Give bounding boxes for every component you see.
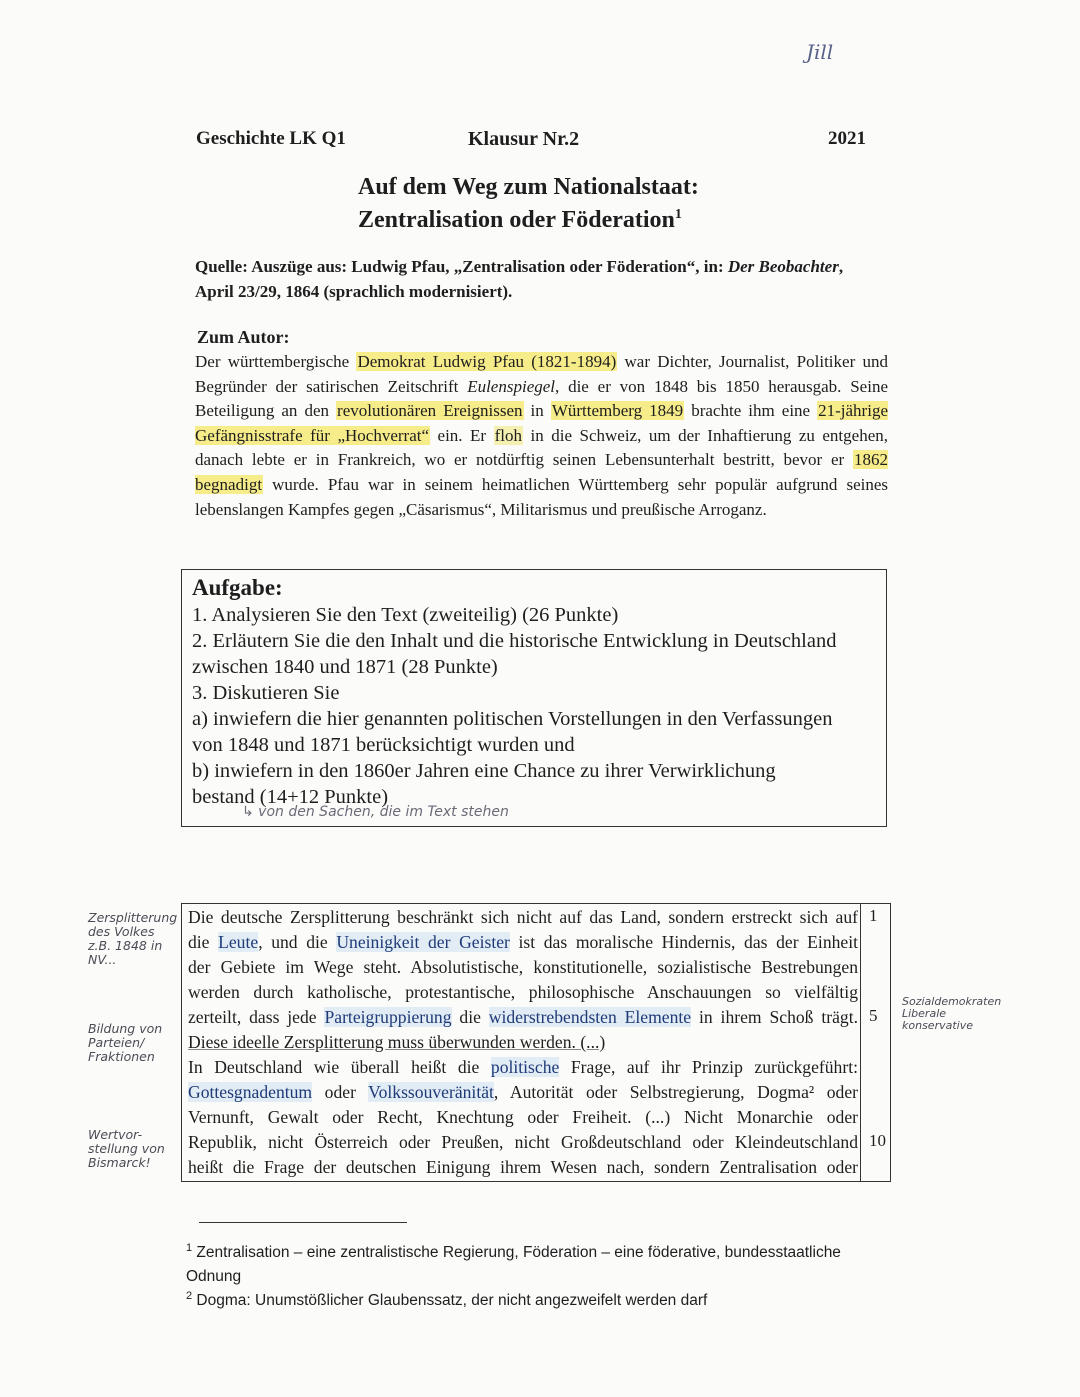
footnote-text: Zentralisation – eine zentralistische Regierung, Föderation – eine föderative, bundesstaatliche Odnung [186,1244,841,1286]
footnote-1 [186,1236,886,1289]
source-citation [195,254,845,304]
line-number: 5 [869,1006,878,1025]
text-line: Vernunft, Gewalt oder Recht, Knechtung oder Freiheit. (...) Nicht Monarchie oder [188,1107,858,1127]
author-text: in die Schweiz, um der Inhaftierung zu entgehen, danach lebte er in Frankreich, wo er notdürftig seinen Lebensunterhalt bestritt, bevor er [195,425,888,470]
author-text: , die er von 1848 bis 1850 herausgab. Seine Beteiligung an den [195,376,888,421]
title-line-2-text: Zentralisation oder Föderation [358,207,675,233]
author-text: Der württembergische [195,352,357,371]
text-line: Diese ideelle Zersplitterung muss überwunden werden. (...) [188,1032,606,1052]
source-part-2: , April 23/29, 1864 (sprachlich modernisiert). [195,257,844,301]
highlight: Gottesgnadentum [188,1082,313,1102]
line-number: 10 [869,1131,886,1150]
author-text: war Dichter, Journalist, Politiker und Begründer der satirischen Zeitschrift [195,352,888,396]
author-italic: Eulenspiegel [467,376,556,396]
highlight: Volkssouveränität [368,1082,494,1102]
task-line: 2. Erläutern Sie die den Inhalt und die historische Entwicklung in Deutschland [192,630,837,652]
highlight: revolutionären Ereignissen [337,401,523,421]
source-text-column [182,904,861,1181]
task-line: b) inwiefern in den 1860er Jahren eine Chance zu ihrer Verwirklichung [192,760,776,782]
highlight: Leute [218,932,259,952]
task-line: a) inwiefern die hier genannten politischen Vorstellungen in den Verfassungen [192,708,833,730]
highlight: Demokrat Ludwig Pfau (1821-1894) [357,352,617,371]
header-course: Geschichte LK Q1 [196,128,346,149]
footnote-text: Dogma: Unumstößlicher Glaubenssatz, der nicht angezweifelt werden darf [192,1292,708,1310]
footnote-divider [199,1222,407,1223]
source-part-1: Quelle: Auszüge aus: Ludwig Pfau, „Zentralisation oder Föderation“, in: [195,257,728,276]
margin-note: Wertvor- stellung von Bismarck! [88,1127,165,1170]
author-paragraph [195,350,888,522]
footnote-2 [186,1284,886,1313]
title-footnote-mark: 1 [674,207,682,222]
author-text: ein. Er [430,425,494,445]
footnote-mark: 2 [186,1290,193,1302]
highlight: Parteigruppierung [324,1007,452,1027]
title-line-2 [358,201,699,234]
task-line: bestand (14+12 Punkte) [192,786,389,808]
source-text-box [181,903,891,1182]
task-line: 3. Diskutieren Sie [192,682,340,704]
task-heading: Aufgabe: [192,575,283,600]
text-line: zerteilt, dass jede Parteigruppierung die widerstrebendsten Elemente in ihrem Schoß trägt. [188,1007,858,1027]
margin-note: Bildung von Parteien/ Fraktionen [88,1021,163,1064]
text-line: Die deutsche Zersplitterung beschränkt sich nicht auf das Land, sondern erstreckt sich auf [188,907,858,927]
text-line: der Gebiete im Wege steht. Absolutistische, konstitutionelle, sozialistische Bestrebungen [188,957,858,977]
handwritten-task-note: ↳ von den Sachen, die im Text stehen [242,804,509,820]
source-publication: Der Beobachter [727,257,839,276]
text-line: In Deutschland wie überall heißt die politische Frage, auf ihr Prinzip zurückgeführt: [188,1057,858,1077]
task-box [181,569,887,827]
margin-note: Zersplitterung des Volkes z.B. 1848 in NV... [88,910,178,967]
text-line: Republik, nicht Österreich oder Preußen, nicht Großdeutschland oder Kleindeutschland [188,1132,858,1152]
text-line: Gottesgnadentum oder Volkssouveränität, Autorität oder Selbstregierung, Dogma² oder [188,1082,858,1102]
handwritten-name: Jill [806,40,834,64]
highlight: widerstrebendsten Elemente [488,1007,692,1027]
highlight: floh [494,425,522,445]
title-line-1: Auf dem Weg zum Nationalstaat: [358,174,699,200]
header-exam: Klausur Nr.2 [468,128,580,150]
author-text: wurde. Pfau war in seinem heimatlichen Württemberg sehr populär aufgrund seines lebenslangen Kampfes gegen „Cäsarismus“, Militarismus und preußische Arroganz. [195,474,888,519]
highlight: 1862 begnadigt [195,450,888,494]
task-line: von 1848 und 1871 berücksichtigt wurden und [192,734,575,756]
author-text: brachte ihm eine [684,401,818,421]
task-line: 1. Analysieren Sie den Text (zweiteilig) (26 Punkte) [192,604,619,626]
page-title [358,174,699,234]
highlight: 21-jährige Gefängnisstrafe für „Hochverrat“ [195,401,888,445]
task-line: zwischen 1840 und 1871 (28 Punkte) [192,656,498,678]
highlight: Württemberg 1849 [551,401,684,421]
highlight: Uneinigkeit der Geister [336,932,510,952]
text-line: werden durch katholische, protestantische, philosophische Anschauungen so vielfältig [188,982,858,1002]
text-line: heißt die Frage der deutschen Einigung ihrem Wesen nach, sondern Zentralisation oder [188,1157,858,1177]
header-year: 2021 [828,128,866,149]
author-heading: Zum Autor: [197,327,290,347]
highlight: politische [490,1057,560,1077]
line-number: 1 [869,906,878,925]
author-text: in [523,401,551,421]
text-line: die Leute, und die Uneinigkeit der Geister ist das moralische Hindernis, das der Einheit [188,932,858,952]
footnote-mark: 1 [186,1242,193,1254]
margin-note: Sozialdemokraten Liberale konservative [902,995,1002,1032]
